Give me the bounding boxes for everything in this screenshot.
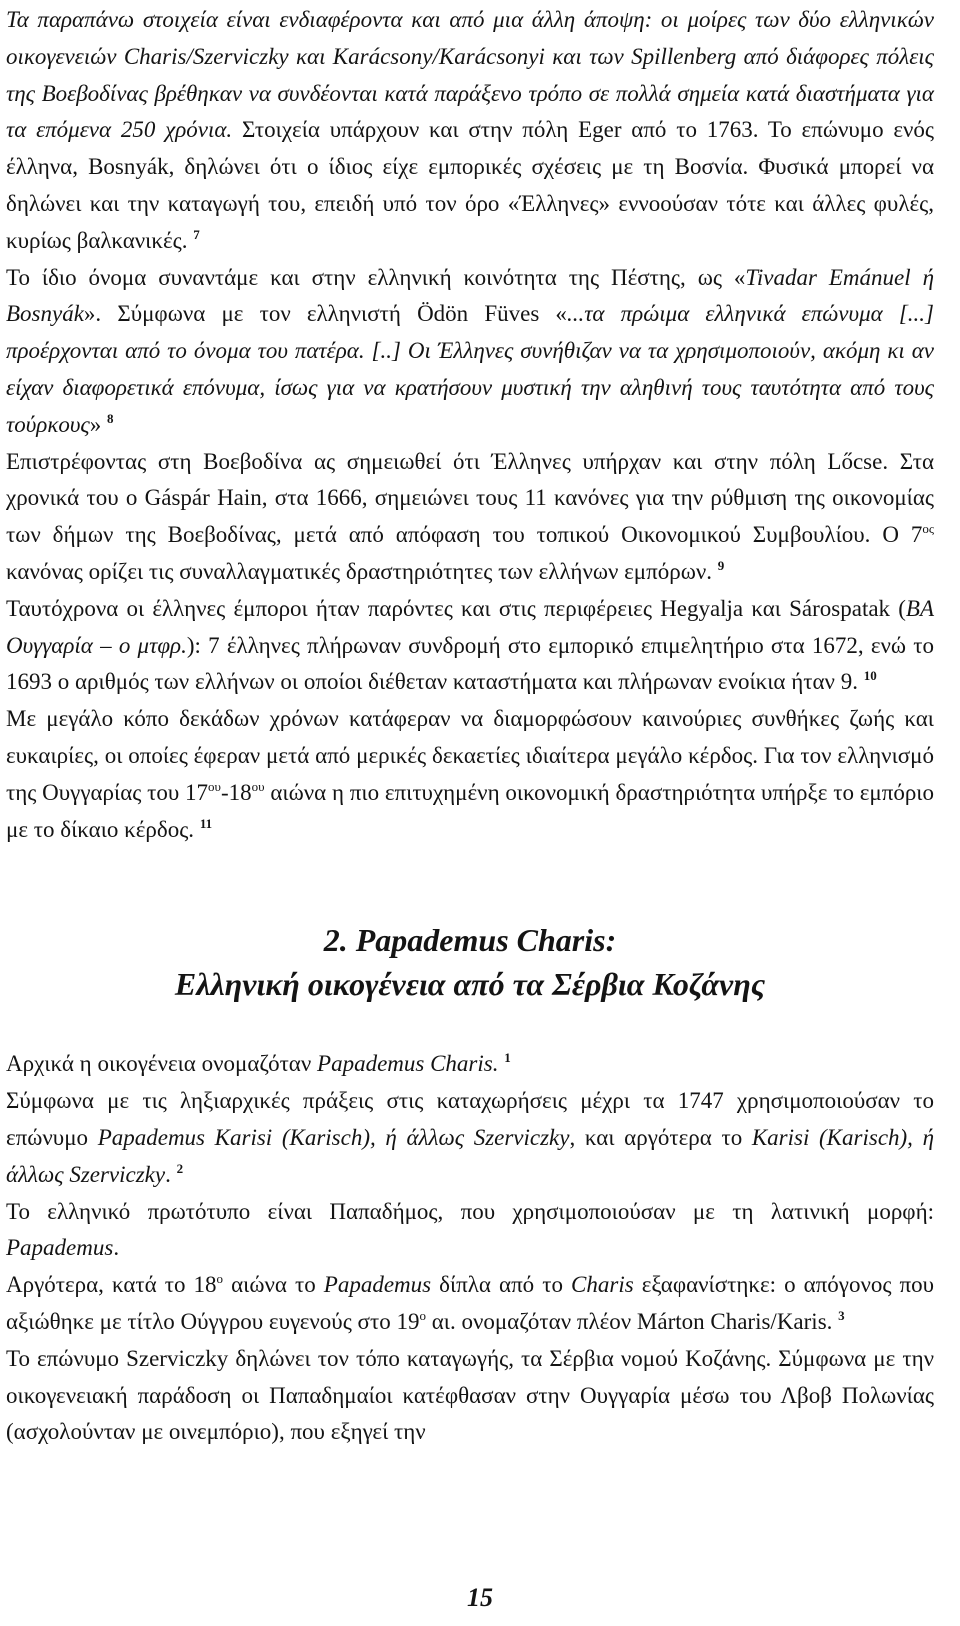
translator-note: ΒΑ Ουγγαρία – ο μτφρ. <box>6 595 934 658</box>
paragraph-2-text-e: » <box>89 411 108 437</box>
paragraph-1-italic-lead: Τα παραπάνω στοιχεία είναι ενδιαφέροντα και από μια άλλη άποψη: οι μοίρες των δύο ελληνικών οικογενειών Charis/Szerviczky και Karácsony/Karácsonyi και των Spillenberg από διάφορες πόλεις της Βοεβοδίνας βρέθηκαν να συνδέονται κατά παράξενο τρόπο σε πολλά σημεία κατά διαστήματα για τα επόμενα 250 χρόνια. <box>6 7 934 143</box>
paragraph-4-text-a: Ταυτόχρονα οι έλληνες έμποροι ήταν παρόντες και στις περιφέρειες Hegyalja και Sárospatak ( <box>6 595 906 621</box>
footnote-ref-11: 11 <box>199 815 213 831</box>
section-paragraph-2-text-e: . <box>165 1161 177 1187</box>
section-paragraph-4-text-d: δίπλα από το <box>431 1272 572 1298</box>
paragraph-2-text-a: Το ίδιο όνομα συναντάμε και στην ελληνική κοινότητα της Πέστης, ως « <box>6 264 746 290</box>
chapter-title: 2. Papademus Charis: <box>323 922 617 959</box>
name-charis: Charis <box>571 1272 634 1298</box>
section-paragraph-3 <box>6 1194 934 1268</box>
paragraph-3-text-a: Επιστρέφοντας στη Βοεβοδίνα ας σημειωθεί ότι Έλληνες υπήρχαν και στην πόλη Lőcse. Στα χρονικά του ο Gáspár Hain, στα 1666, σημειώνει τους 11 κανόνες για την ρύθμιση της οικονομίας των δήμων της Βοεβοδίνας, μετά από απόφαση του τοπικού Οικονομικού Συμβουλίου. Ο 7 <box>6 448 934 548</box>
ordinal-suffix: ο <box>419 1307 426 1323</box>
paragraph-3 <box>6 444 934 591</box>
paragraph-5-text-c: αιώνα η πιο επιτυχημένη οικονομική δραστηριότητα υπήρξε το εμπόριο με το δίκαιο κέρδος. <box>6 779 934 842</box>
surname-variant-1: Papademus Karisi (Karisch), ή άλλως Szerviczky <box>97 1124 570 1150</box>
paragraph-1-text: Στοιχεία υπάρχουν και στην πόλη Eger από το 1763. Το επώνυμο ενός έλληνα, Bosnyák, δηλώνει ότι ο ίδιος είχε εμπορικές σχέσεις με τη Βοσνία. Φυσικά μπορεί να δηλώνει και την καταγωγή του, επειδή υπό τον όρο «Έλληνες» εννοούσαν τότε και άλλες φυλές, κυρίως βαλκανικές. <box>6 117 935 253</box>
paragraph-2 <box>6 260 934 444</box>
latin-form: Papademus <box>6 1235 114 1261</box>
section-paragraph-5: Το επώνυμο Szerviczky δηλώνει τον τόπο καταγωγής, τα Σέρβια νομού Κοζάνης. Σύμφωνα με την οικογενειακή παράδοση οι Παπαδημαίοι κατέφθασαν στην Ουγγαρία μέσω του Λβοβ Πολωνίας (ασχολούνταν με οινεμπόριο), που εξηγεί την <box>6 1345 934 1445</box>
paragraph-5 <box>6 701 934 848</box>
section-paragraph-3-text-a: Το ελληνικό πρωτότυπο είναι Παπαδήμος, που χρησιμοποιούσαν με τη λατινική μορφή: <box>6 1198 934 1224</box>
name-papademus: Papademus <box>323 1272 432 1298</box>
paragraph-4 <box>6 591 934 701</box>
section-paragraph-4-text-a: Αργότερα, κατά το 18 <box>6 1272 217 1298</box>
footnote-ref-1: 1 <box>504 1050 511 1066</box>
family-name-italic: Papademus Charis. <box>317 1051 499 1077</box>
section-paragraph-1-text: Αρχικά η οικογένεια ονομαζόταν <box>6 1051 318 1077</box>
paragraph-2-italic-name: Tivadar Emánuel ή Bosnyák <box>6 264 934 327</box>
footnote-ref-2: 2 <box>176 1160 184 1176</box>
surname-variant-2: Karisi (Karisch), ή άλλως Szerviczky <box>6 1124 934 1187</box>
paragraph-1 <box>6 2 934 260</box>
page-number: 15 <box>467 1583 493 1612</box>
ordinal-suffix: ου <box>251 778 265 794</box>
section-paragraph-2 <box>6 1083 934 1193</box>
section-paragraph-3-text-c: . <box>113 1235 120 1261</box>
ordinal-suffix: ο <box>216 1271 224 1287</box>
section-paragraph-4-text-b: αιώνα το <box>223 1272 324 1298</box>
ordinal-suffix: ος <box>922 521 934 537</box>
section-paragraph-2-text-a: Σύμφωνα με τις ληξιαρχικές πράξεις στις καταχωρήσεις μέχρι τα 1747 χρησιμοποιούσαν το επώνυμο <box>6 1088 934 1150</box>
paragraph-2-text-c: ». Σύμφωνα με τον ελληνιστή Ödön Füves « <box>83 301 567 327</box>
footnote-ref-8: 8 <box>107 410 114 426</box>
section-paragraph-4 <box>6 1267 934 1341</box>
footnote-ref-3: 3 <box>838 1307 845 1323</box>
ordinal-suffix: ου <box>208 778 221 794</box>
section-paragraph-4-text-g: αι. ονομαζόταν πλέον Márton Charis/Karis. <box>425 1308 839 1334</box>
footnote-ref-10: 10 <box>863 668 877 684</box>
chapter-heading <box>6 918 934 1006</box>
section-paragraph-2-text-c: , και αργότερα το <box>569 1124 752 1150</box>
footnote-ref-7: 7 <box>193 226 200 242</box>
paragraph-2-quote: ...τα πρώιμα ελληνικά επώνυμα [...] προέρχονται από το όνομα του πατέρα. [..] Οι Έλληνες συνήθιζαν να τα χρησιμοποιούν, ακόμη κι αν είχαν διαφορετικά επόνυμα, ίσως για να κρατήσουν μυστική την αληθινή τους ταυτότητα από τους τούρκους <box>6 301 934 437</box>
paragraph-3-text-b: κανόνας ορίζει τις συναλλαγματικές δραστηριότητες των ελλήνων εμπόρων. <box>6 558 718 584</box>
section-paragraph-1 <box>6 1046 934 1083</box>
paragraph-4-text-c: ): 7 έλληνες πλήρωναν συνδρομή στο εμπορικό επιμελητήριο στα 1672, ενώ το 1693 ο αριθμός των ελλήνων οι οποίοι διέθεταν καταστήματα και πλήρωναν ενοίκια ήταν 9. <box>6 632 934 695</box>
paragraph-5-text-a: Με μεγάλο κόπο δεκάδων χρόνων κατάφεραν να διαμορφώσουν καινούριες συνθήκες ζωής και ευκαιρίες, οι οποίες έφεραν μετά από μερικές δεκαετίες ιδιαίτερα μεγάλο κέρδος. Για τον ελληνισμό της Ουγγαρίας του 17 <box>6 706 934 805</box>
paragraph-5-text-b: -18 <box>220 779 252 805</box>
section-paragraph-4-text-f: εξαφανίστηκε: ο απόγονος που αξιώθηκε με τίτλο Ούγγρου ευγενούς στο 19 <box>6 1272 935 1334</box>
footnote-ref-9: 9 <box>717 557 725 573</box>
chapter-subtitle: Ελληνική οικογένεια από τα Σέρβια Κοζάνης <box>174 966 766 1003</box>
